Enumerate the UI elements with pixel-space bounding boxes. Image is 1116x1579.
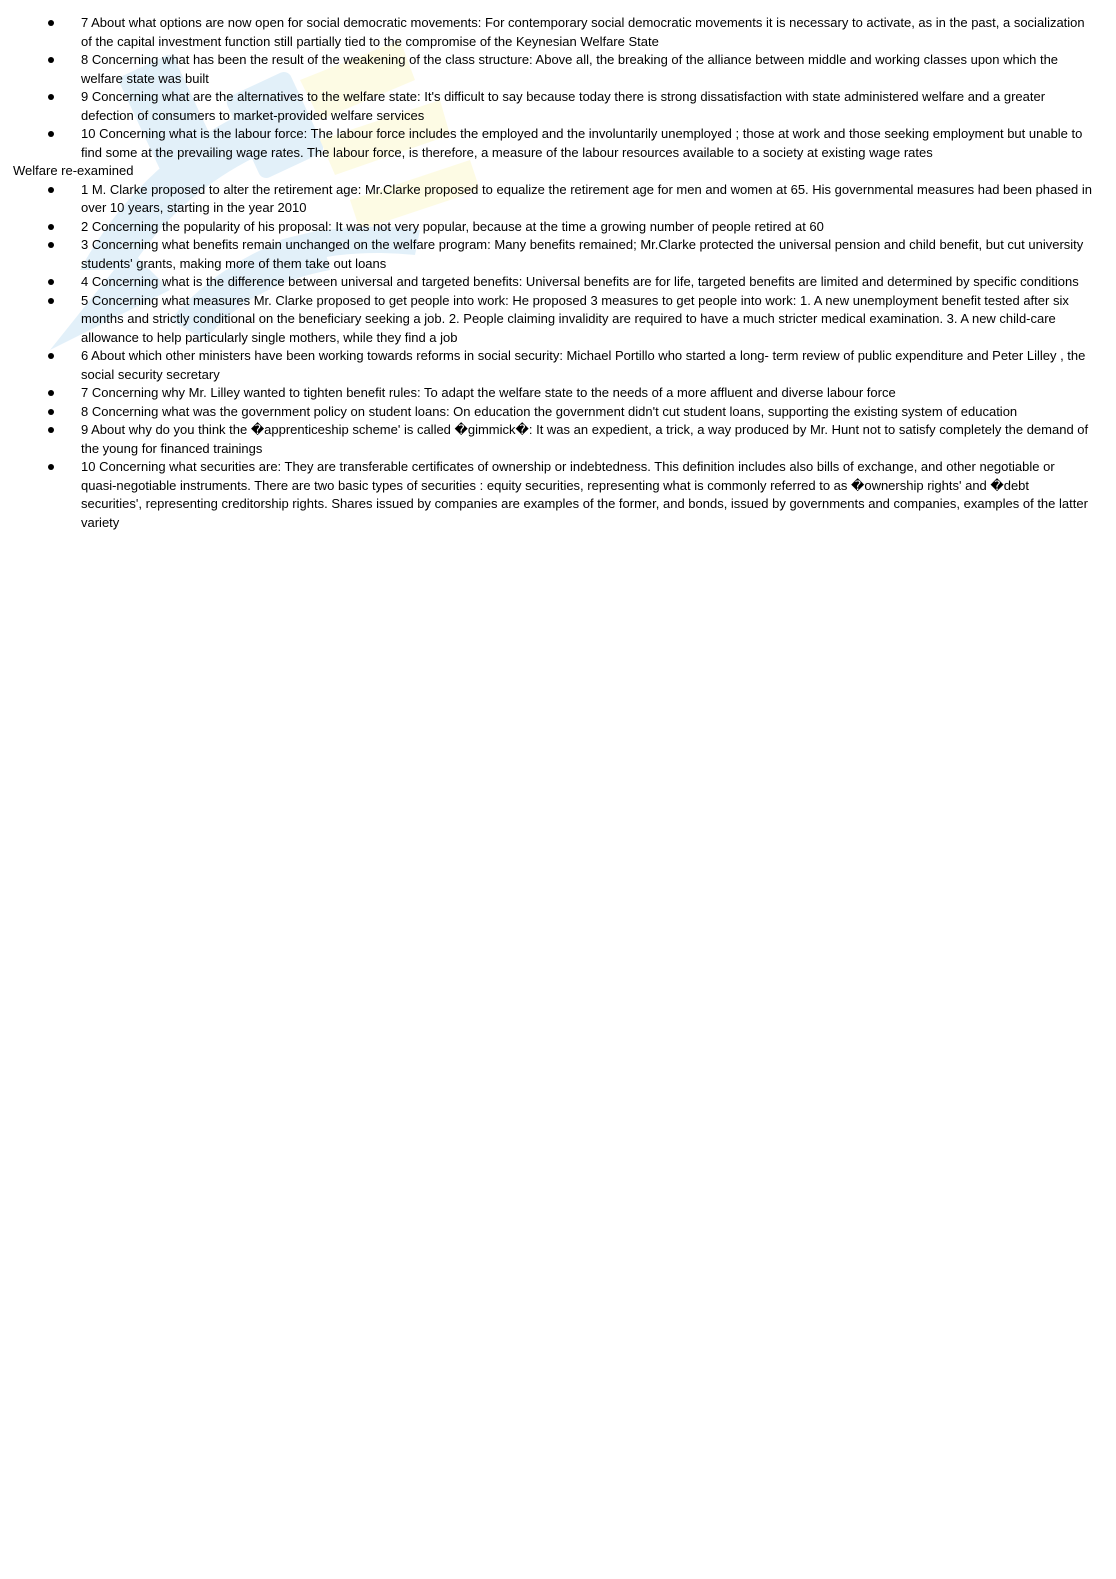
bullet-icon [48,94,54,100]
list-item-text: 10 Concerning what securities are: They are transferable certificates of ownership or indebtedness. This definition includes also bills of exchange, and other negotiable or quasi-negotiable instruments. There are two basic types of securities : equity securities, representing what is commonly referred to as �ownership rights' and �debt securities', representing creditorship rights. Shares issued by companies are examples of the former, and bonds, issued by governments and companies, examples of the latter variety [81,459,1088,530]
list-item-text: 10 Concerning what is the labour force: The labour force includes the employed and the involuntarily unemployed ; those at work and those seeking employment but unable to find some at the prevailing wage rates. The labour force, is therefore, a measure of the labour resources available to a society at existing wage rates [81,126,1083,160]
list-item [13,403,1092,422]
section-heading: Welfare re-examined [13,163,134,178]
list-item [13,181,1092,218]
list-item-text: 7 Concerning why Mr. Lilley wanted to tighten benefit rules: To adapt the welfare state to the needs of a more affluent and diverse labour force [81,385,896,400]
bullet-icon [48,279,54,285]
list-item [13,384,1092,403]
bullet-icon [48,131,54,137]
list-item [13,347,1092,384]
list-item-text: 3 Concerning what benefits remain unchanged on the welfare program: Many benefits remained; Mr.Clarke protected the universal pension and child benefit, but cut university students' grants, making more of them take out loans [81,237,1084,271]
bullet-icon [48,242,54,248]
bullet-icon [48,20,54,26]
welfare-section [13,162,1092,532]
list-item-text: 8 Concerning what was the government policy on student loans: On education the government didn't cut student loans, supporting the existing system of education [81,403,1018,419]
list-item [13,236,1092,273]
bullet-icon [48,187,54,193]
list-item [13,421,1092,458]
list-item-text: 4 Concerning what is the difference between universal and targeted benefits: Universal benefits are for life, targeted benefits are limited and determined by specific conditions [81,274,1079,289]
bullet-icon [48,57,54,63]
bullet-icon [48,390,54,396]
top-list-section [13,14,1092,162]
bullet-icon [48,409,54,415]
list-item [13,14,1092,51]
bullet-icon [48,224,54,230]
top-bullet-list [13,14,1092,162]
bullet-icon [48,464,54,470]
list-item [13,458,1092,532]
list-item [13,273,1092,292]
list-item-text: 9 Concerning what are the alternatives to the welfare state: It's difficult to say because today there is strong dissatisfaction with state administered welfare and a greater defection of consumers to market-provided welfare services [81,89,1046,123]
list-item-text: 8 Concerning what has been the result of the weakening of the class structure: Above all, the breaking of the alliance between middle and working classes upon which the welfare state was built [81,52,1059,86]
bullet-icon [48,427,54,433]
list-item [13,125,1092,162]
document-page [0,0,1116,532]
list-item-text: 5 Concerning what measures Mr. Clarke proposed to get people into work: He proposed 3 measures to get people into work: 1. A new unemployment benefit tested after six months and strictly conditional on the beneficiary seeking a job. 2. People claiming invalidity are required to have a much stricter medical examination. 3. A new child-care allowance to help particularly single mothers, while they find a job [81,292,1069,345]
list-item-text: 2 Concerning the popularity of his proposal: It was not very popular, because at the time a growing number of people retired at 60 [81,218,824,234]
section-bullet-list [13,181,1092,533]
bullet-icon [48,298,54,304]
list-item-text: 1 M. Clarke proposed to alter the retirement age: Mr.Clarke proposed to equalize the retirement age for men and women at 65. His governmental measures had been phased in over 10 years, starting in the year 2010 [81,181,1092,215]
list-item [13,88,1092,125]
bullet-icon [48,353,54,359]
list-item [13,51,1092,88]
list-item [13,292,1092,348]
list-item-text: 9 About why do you think the �apprenticeship scheme' is called �gimmick�: It was an expedient, a trick, a way produced by Mr. Hunt not to satisfy completely the demand of the young for financed trainings [81,422,1089,456]
list-item-text: 6 About which other ministers have been working towards reforms in social security: Michael Portillo who started a long- term review of public expenditure and Peter Lilley , the social security secretary [81,348,1086,382]
list-item-text: 7 About what options are now open for social democratic movements: For contemporary social democratic movements it is necessary to activate, as in the past, a socialization of the capital investment function still partially tied to the compromise of the Keynesian Welfare State [81,15,1085,49]
list-item [13,218,1092,237]
